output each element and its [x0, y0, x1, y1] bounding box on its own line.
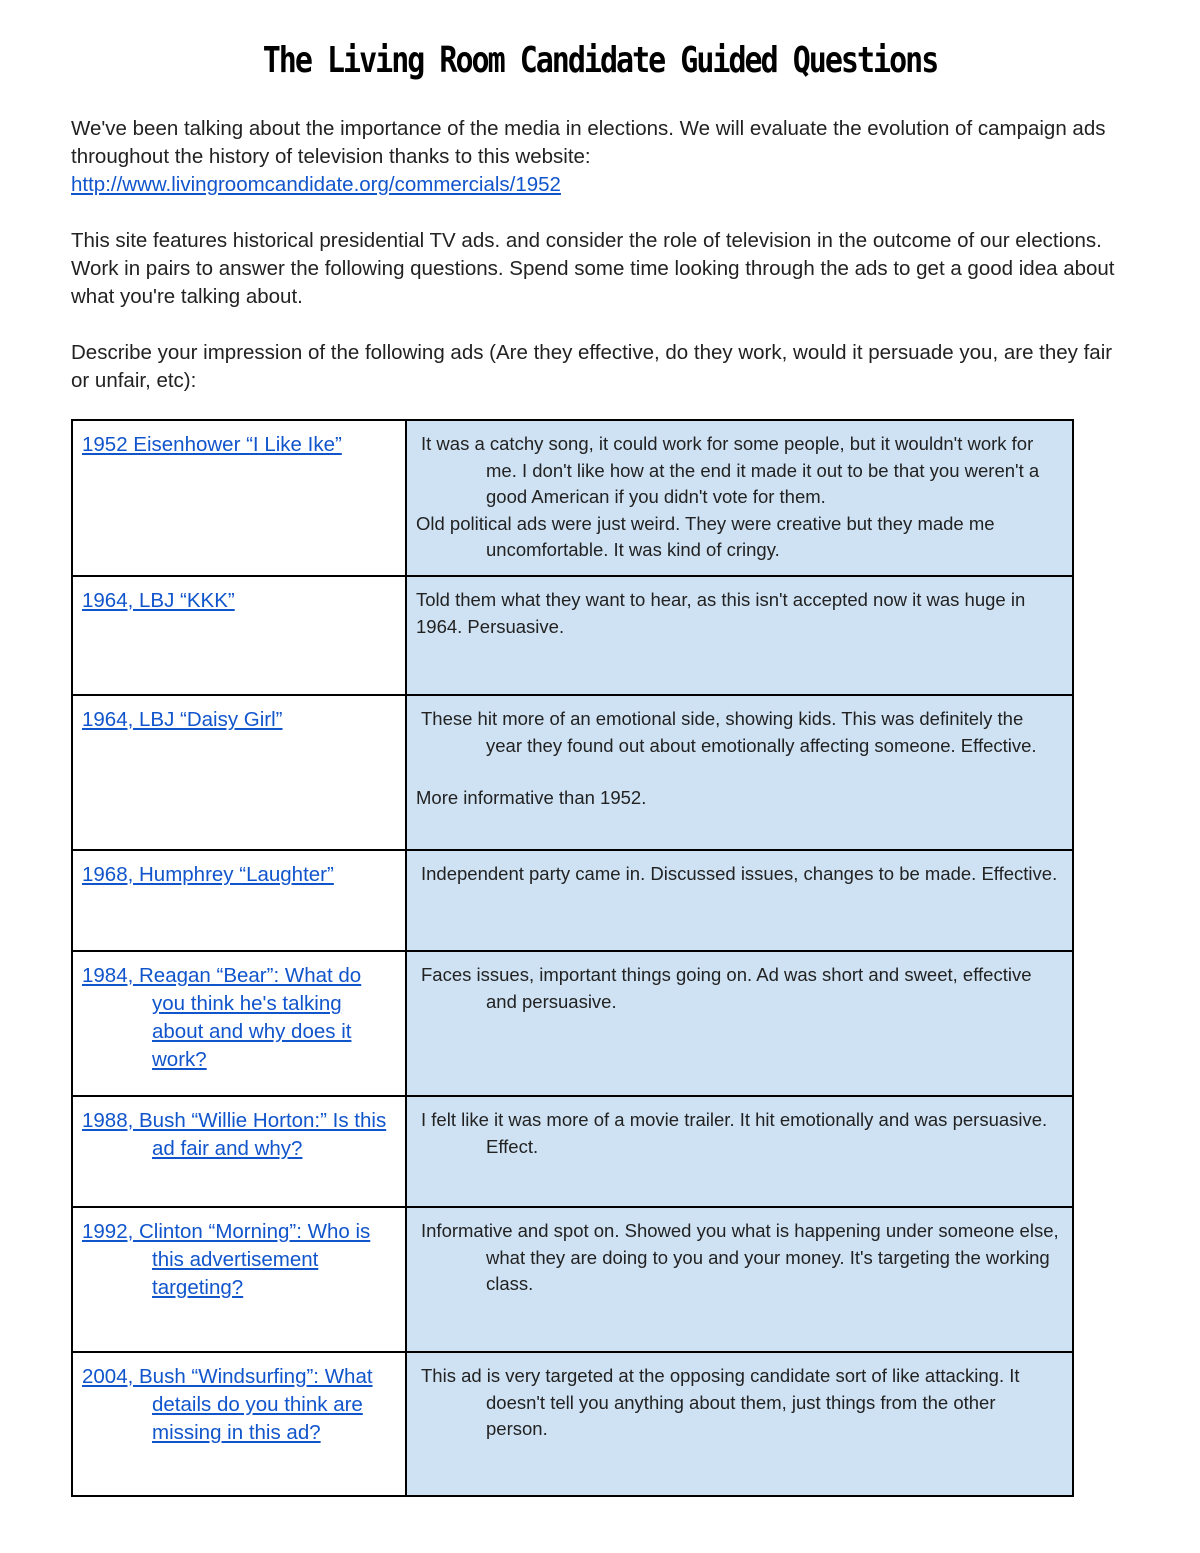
answer-text: More informative than 1952. [416, 787, 647, 808]
table-row [72, 850, 1073, 951]
answer-text: Old political ads were just weird. They were creative but they made me uncomfortable. It was kind of cringy. [416, 512, 995, 560]
intro-paragraph-1 [71, 115, 1131, 199]
question-cell [72, 951, 406, 1096]
question-cell [72, 695, 406, 850]
table-row [72, 576, 1073, 695]
intro-text-2: This site features historical presidential TV ads. and consider the role of television in the outcome of our elections. Work in pairs to answer the following questions. Spend some time looking through the ads to get a good idea about what you're talking about. [71, 229, 1115, 308]
question-cell [72, 576, 406, 695]
answer-text: Independent party came in. Discussed issues, changes to be made. Effective. [421, 863, 1058, 884]
question-cell [72, 420, 406, 576]
ad-link-1964-lbj-daisy-girl[interactable]: 1964, LBJ “Daisy Girl” [82, 708, 283, 731]
intro-text-3: Describe your impression of the following ads (Are they effective, do they work, would it persuade you, are they fair or unfair, etc): [71, 341, 1113, 392]
ad-link-1964-lbj-kkk[interactable]: 1964, LBJ “KKK” [82, 589, 235, 612]
question-cell [72, 1096, 406, 1207]
ad-link-1952-eisenhower[interactable]: 1952 Eisenhower “I Like Ike” [82, 433, 342, 456]
website-link[interactable]: http://www.livingroomcandidate.org/commercials/1952 [71, 173, 561, 196]
intro-paragraph-2 [71, 227, 1131, 311]
table-row [72, 420, 1073, 576]
ad-link-1992-clinton-morning[interactable]: 1992, Clinton “Morning”: Who is this advertisement targeting? [82, 1220, 371, 1299]
answer-text: I felt like it was more of a movie trailer. It hit emotionally and was persuasive. Effect. [421, 1109, 1048, 1157]
table-row [72, 695, 1073, 850]
table-row [72, 951, 1073, 1096]
answer-cell[interactable] [406, 850, 1073, 951]
answer-text: This ad is very targeted at the opposing candidate sort of like attacking. It doesn't tell you anything about them, just things from the other person. [421, 1365, 1020, 1439]
answer-cell[interactable] [406, 1207, 1073, 1352]
question-cell [72, 1352, 406, 1496]
ad-link-1984-reagan-bear[interactable]: 1984, Reagan “Bear”: What do you think he's talking about and why does it work? [82, 964, 362, 1071]
intro-text-1: We've been talking about the importance of the media in elections. We will evaluate the evolution of campaign ads throughout the history of television thanks to this website: [71, 117, 1106, 168]
question-cell [72, 1207, 406, 1352]
table-row [72, 1096, 1073, 1207]
answer-text: Informative and spot on. Showed you what is happening under someone else, what they are doing to you and your money. It's targeting the working class. [421, 1220, 1059, 1294]
table-row [72, 1352, 1073, 1496]
answer-cell[interactable] [406, 1352, 1073, 1496]
answer-text: It was a catchy song, it could work for some people, but it wouldn't work for me. I don't like how at the end it made it out to be that you weren't a good American if you didn't vote for them. [421, 433, 1040, 507]
answer-text: Faces issues, important things going on. Ad was short and sweet, effective and persuasive. [421, 964, 1032, 1012]
answer-cell[interactable] [406, 420, 1073, 576]
intro-paragraph-3 [71, 339, 1131, 395]
question-cell [72, 850, 406, 951]
table-row [72, 1207, 1073, 1352]
answer-cell[interactable] [406, 951, 1073, 1096]
ad-link-1968-humphrey-laughter[interactable]: 1968, Humphrey “Laughter” [82, 863, 334, 886]
ads-table [71, 419, 1074, 1497]
spacer [416, 759, 1062, 785]
answer-text: Told them what they want to hear, as this isn't accepted now it was huge in 1964. Persuasive. [416, 589, 1026, 637]
ad-link-1988-bush-willie-horton[interactable]: 1988, Bush “Willie Horton:” Is this ad fair and why? [82, 1109, 387, 1160]
page-title: The Living Room Candidate Guided Questions [262, 40, 938, 82]
ad-link-2004-bush-windsurfing[interactable]: 2004, Bush “Windsurfing”: What details do you think are missing in this ad? [82, 1365, 373, 1444]
answer-cell[interactable] [406, 695, 1073, 850]
answer-cell[interactable] [406, 1096, 1073, 1207]
answer-cell[interactable] [406, 576, 1073, 695]
answer-text: These hit more of an emotional side, showing kids. This was definitely the year they found out about emotionally affecting someone. Effective. [421, 708, 1037, 756]
